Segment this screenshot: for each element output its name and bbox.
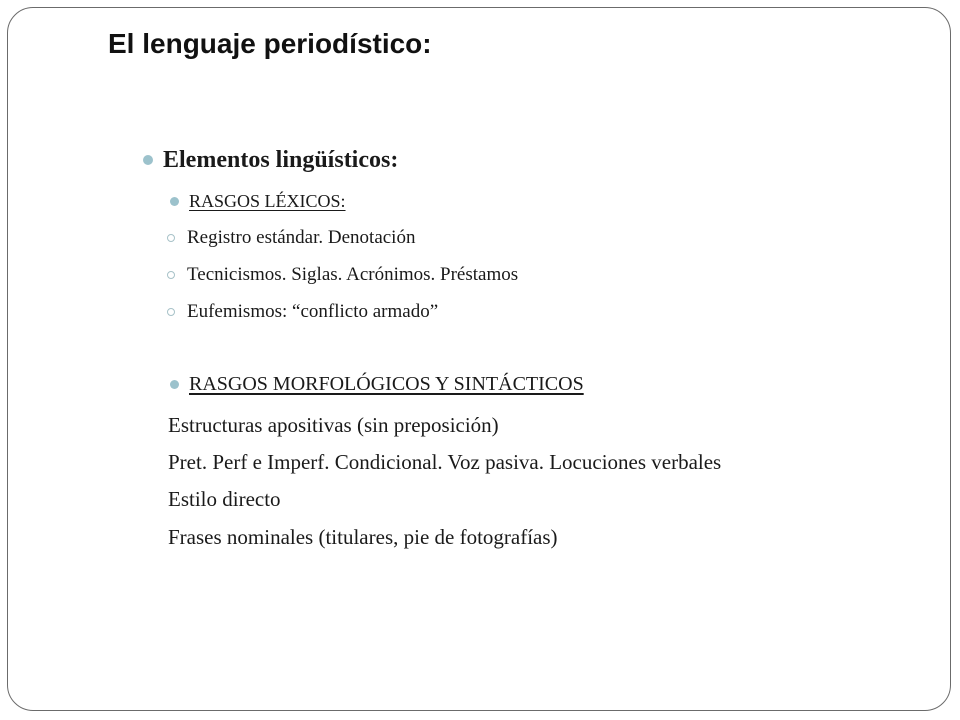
bullet-dot-icon (143, 155, 153, 165)
bullet-elementos (143, 142, 398, 178)
bullet-rasgos-morfosintacticos (170, 369, 584, 399)
list-item: Registro estándar. Denotación (167, 224, 415, 252)
bullet-dot-icon (170, 197, 179, 206)
bullet-rasgos-lexicos (170, 187, 346, 215)
circle-bullet-icon (167, 308, 175, 316)
circle-bullet-icon (167, 234, 175, 242)
list-item: Eufemismos: “conflicto armado” (167, 298, 438, 326)
slide-title: El lenguaje periodístico: (108, 28, 432, 59)
list-item: Estilo directo (168, 486, 281, 511)
list-item: Frases nominales (titulares, pie de fotografías) (168, 524, 558, 549)
list-item: Tecnicismos. Siglas. Acrónimos. Préstamos (167, 261, 518, 289)
section-heading: Elementos lingüísticos: (163, 146, 399, 173)
list-item: Pret. Perf e Imperf. Condicional. Voz pasiva. Locuciones verbales (168, 449, 722, 474)
slide-frame (7, 7, 951, 711)
lexical-heading: RASGOS LÉXICOS: (189, 190, 346, 211)
circle-bullet-icon (167, 271, 175, 279)
morphosyntactic-heading: RASGOS MORFOLÓGICOS Y SINTÁCTICOS (189, 372, 584, 395)
list-item: Estructuras apositivas (sin preposición) (168, 412, 499, 437)
bullet-dot-icon (170, 380, 179, 389)
